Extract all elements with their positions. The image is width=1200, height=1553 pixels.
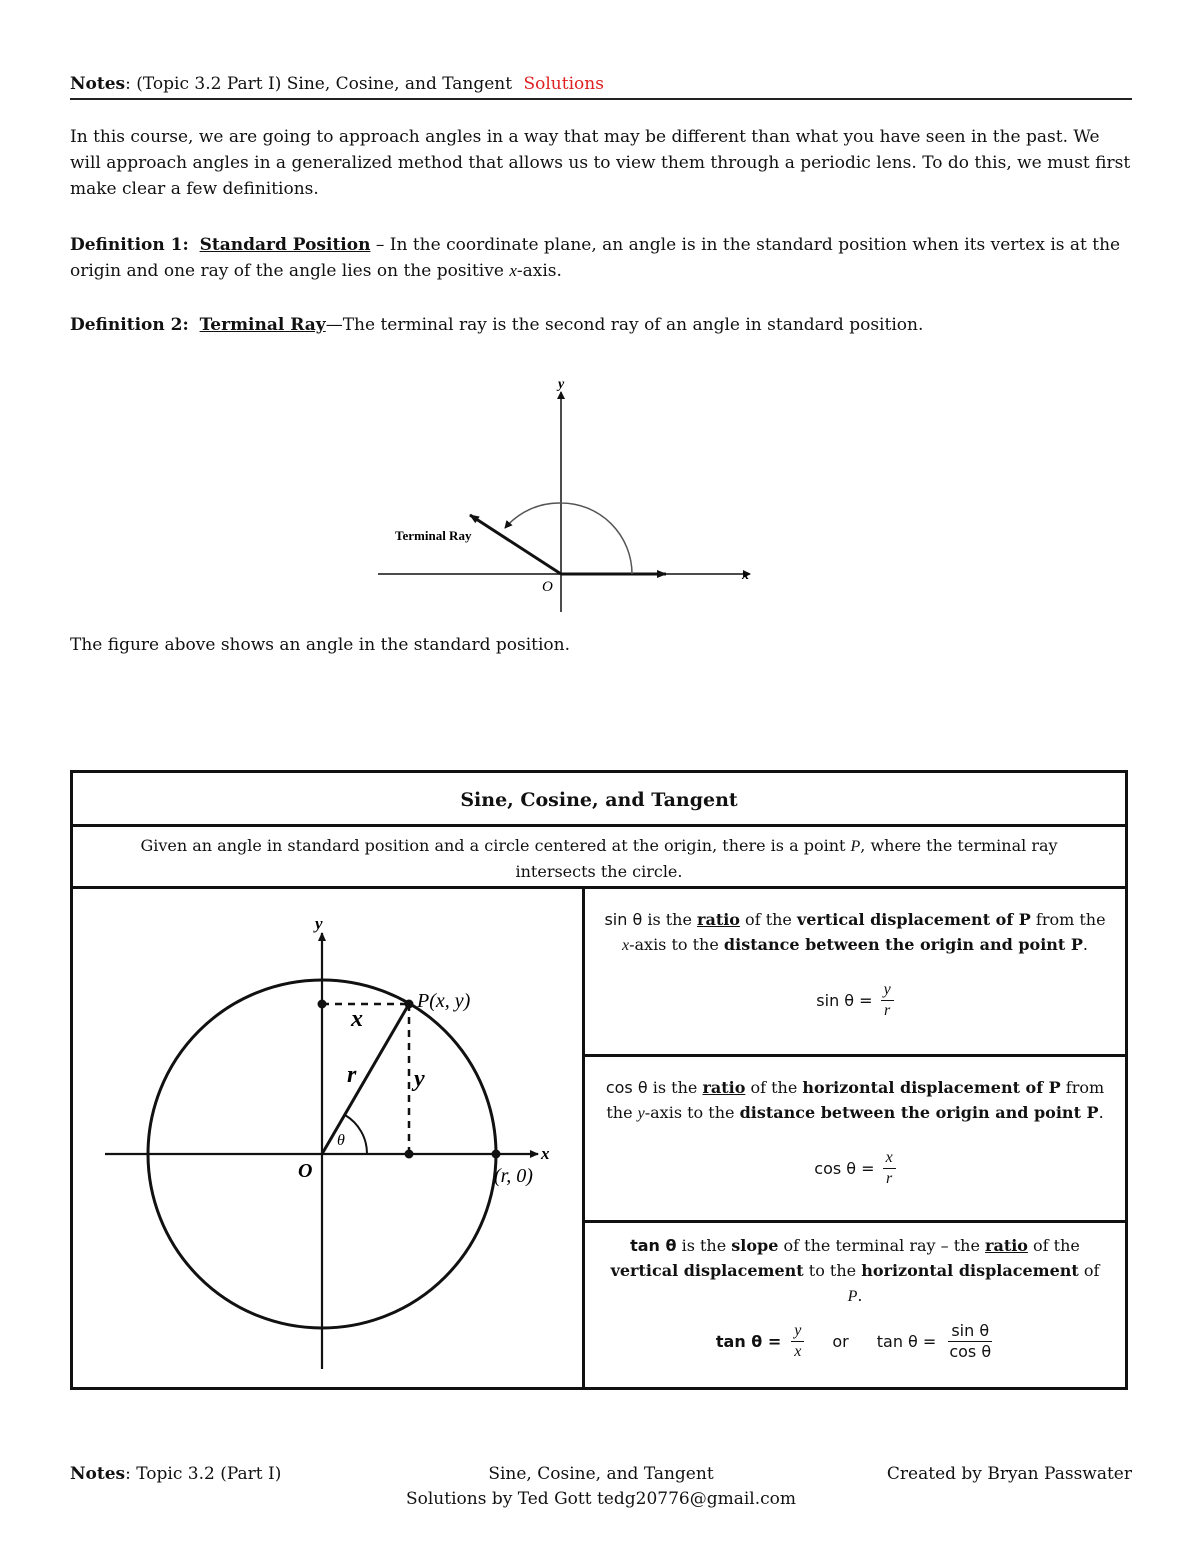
fig2-point-r0 <box>492 1150 501 1159</box>
definition-1-var: x <box>509 261 517 280</box>
fig2-theta-arc <box>345 1115 367 1154</box>
fig2-origin-label: O <box>298 1160 313 1182</box>
sine-text-5: . <box>1082 935 1089 954</box>
fig2-x-seg-label: x <box>351 1006 363 1032</box>
fig1-y-label: y <box>558 377 565 392</box>
tangent-text-5: of <box>1078 1261 1100 1280</box>
tangent-text-1: is the <box>676 1236 732 1255</box>
tangent-text-4: to the <box>803 1261 862 1280</box>
tangent-ratio: ratio <box>985 1236 1028 1255</box>
footer-colon: : <box>125 1464 131 1484</box>
fig1-terminal-ray <box>470 515 561 574</box>
cosine-var: y <box>637 1105 645 1122</box>
definition-2-term: Terminal Ray <box>199 315 326 335</box>
definition-2 <box>70 312 1132 338</box>
fig2-point-label: P(x, y) <box>417 990 471 1012</box>
table-desc-b: , where the terminal ray intersects the circle. <box>515 836 1058 881</box>
header-topic: (Topic 3.2 Part I) Sine, Cosine, and Tangent <box>136 74 513 94</box>
sine-fn: sin θ <box>604 910 643 929</box>
cosine-text-3: from the <box>606 1078 1105 1122</box>
tangent-formula-lhs-1: tan θ = <box>715 1332 782 1351</box>
definition-2-label: Definition 2: <box>70 315 189 335</box>
cosine-text-4: -axis to the <box>644 1103 740 1122</box>
tangent-denominator-2: cos θ <box>949 1342 992 1361</box>
tangent-numerator-1: y <box>791 1321 804 1342</box>
fig1-angle-arc <box>505 503 632 574</box>
tangent-bold-1: vertical displacement <box>610 1261 804 1280</box>
sine-var: x <box>621 937 630 954</box>
definition-1-text-a: – In the coordinate plane, an angle is in the standard position when its vertex is at the origin and one ray of the angle lies on the positive <box>70 235 1121 281</box>
fig2-theta-label: θ <box>337 1132 345 1149</box>
tangent-fn: tan θ <box>630 1236 677 1255</box>
intro-paragraph: In this course, we are going to approach angles in a way that may be different than what you have seen in the past. We will approach angles in a generalized method that allows us to view them through a periodic lens. To do this, we must first make clear a few definitions. <box>70 127 1131 199</box>
tangent-text-2: of the terminal ray – the <box>778 1236 986 1255</box>
definition-2-text: —The terminal ray is the second ray of an angle in standard position. <box>325 315 924 335</box>
cosine-ratio: ratio <box>702 1078 746 1097</box>
footer-topic: Topic 3.2 (Part I) <box>130 1464 282 1484</box>
cosine-formula-lhs: cos θ = <box>814 1159 875 1178</box>
cosine-formula <box>814 1148 895 1189</box>
tangent-description <box>601 1233 1109 1309</box>
table-desc-a: Given an angle in standard position and a circle centered at the origin, there is a point <box>140 836 851 855</box>
table-description <box>73 827 1125 889</box>
fig2-radius <box>322 1004 409 1154</box>
tangent-denominator-1: x <box>794 1343 802 1360</box>
cosine-text-5: . <box>1098 1103 1104 1122</box>
fig1-terminal-ray-label: Terminal Ray <box>395 528 472 543</box>
fig1-x-label: x <box>742 568 749 583</box>
cosine-numerator: x <box>883 1148 896 1169</box>
definition-1-term: Standard Position <box>199 235 371 255</box>
footer-notes-label: Notes <box>70 1464 126 1484</box>
fig2-point-y-axis <box>318 1000 327 1009</box>
standard-position-figure <box>370 370 770 620</box>
tangent-var: P <box>847 1288 858 1305</box>
sine-formula-lhs: sin θ = <box>816 991 873 1010</box>
figure-caption: The figure above shows an angle in the standard position. <box>70 635 571 655</box>
sine-text-3: from the <box>1030 910 1106 929</box>
fig2-x-label: x <box>541 1144 550 1163</box>
tangent-formula <box>716 1321 994 1362</box>
header-colon: : <box>125 74 131 94</box>
tangent-formula-lhs-2: tan θ = <box>876 1332 937 1351</box>
sine-ratio: ratio <box>697 910 740 929</box>
trig-table <box>70 770 1128 1390</box>
tangent-bold-2: horizontal displacement <box>861 1261 1079 1280</box>
header-solutions: Solutions <box>523 74 604 94</box>
sine-text-4: -axis to the <box>629 935 724 954</box>
tangent-cell <box>585 1223 1125 1387</box>
tangent-fraction-2 <box>946 1321 994 1362</box>
cosine-cell <box>585 1057 1125 1223</box>
sine-bold-1: vertical displacement of P <box>796 910 1031 929</box>
fig2-r-label: r <box>347 1062 357 1088</box>
unit-circle-cell <box>73 889 585 1387</box>
tangent-text-3: of the <box>1027 1236 1080 1255</box>
fig2-y-seg-label: y <box>414 1066 425 1092</box>
cosine-description <box>601 1075 1109 1126</box>
sine-description <box>601 907 1109 958</box>
unit-circle-figure <box>93 899 563 1369</box>
page-header <box>70 72 1132 100</box>
definition-1-label: Definition 1: <box>70 235 189 255</box>
fig1-origin-label: O <box>542 579 553 595</box>
sine-text-2: of the <box>739 910 797 929</box>
sine-numerator: y <box>881 980 894 1001</box>
tangent-slope: slope <box>731 1236 779 1255</box>
fig2-point-p <box>405 1000 414 1009</box>
sine-formula <box>816 980 893 1021</box>
footer-credit: Solutions by Ted Gott tedg20776@gmail.com <box>405 1489 796 1509</box>
sine-cell <box>585 889 1125 1057</box>
definition-1-text-b: -axis. <box>516 261 562 281</box>
table-title: Sine, Cosine, and Tangent <box>73 773 1125 827</box>
tangent-fraction-1 <box>791 1321 804 1362</box>
cosine-fn: cos θ <box>605 1078 648 1097</box>
header-notes-label: Notes <box>70 74 126 94</box>
sine-fraction <box>881 980 894 1021</box>
sine-denominator: r <box>884 1002 891 1019</box>
cosine-fraction <box>883 1148 896 1189</box>
tangent-numerator-2: sin θ <box>948 1321 992 1342</box>
footer-center: Sine, Cosine, and Tangent <box>488 1464 714 1484</box>
cosine-denominator: r <box>886 1170 893 1187</box>
sine-bold-2: distance between the origin and point P <box>723 935 1083 954</box>
cosine-text-1: is the <box>647 1078 703 1097</box>
fig2-point-x-foot <box>405 1150 414 1159</box>
cosine-bold-2: distance between the origin and point P <box>739 1103 1099 1122</box>
fig2-r0-label: (r, 0) <box>494 1165 533 1187</box>
tangent-or: or <box>832 1332 849 1351</box>
tangent-text-6: . <box>857 1286 863 1305</box>
cosine-bold-1: horizontal displacement of P <box>802 1078 1061 1097</box>
table-desc-var: P <box>850 838 861 855</box>
fig2-y-label: y <box>315 914 323 933</box>
footer-right: Created by Bryan Passwater <box>886 1464 1132 1484</box>
definition-1 <box>70 232 1132 284</box>
cosine-text-2: of the <box>745 1078 803 1097</box>
sine-text-1: is the <box>642 910 698 929</box>
